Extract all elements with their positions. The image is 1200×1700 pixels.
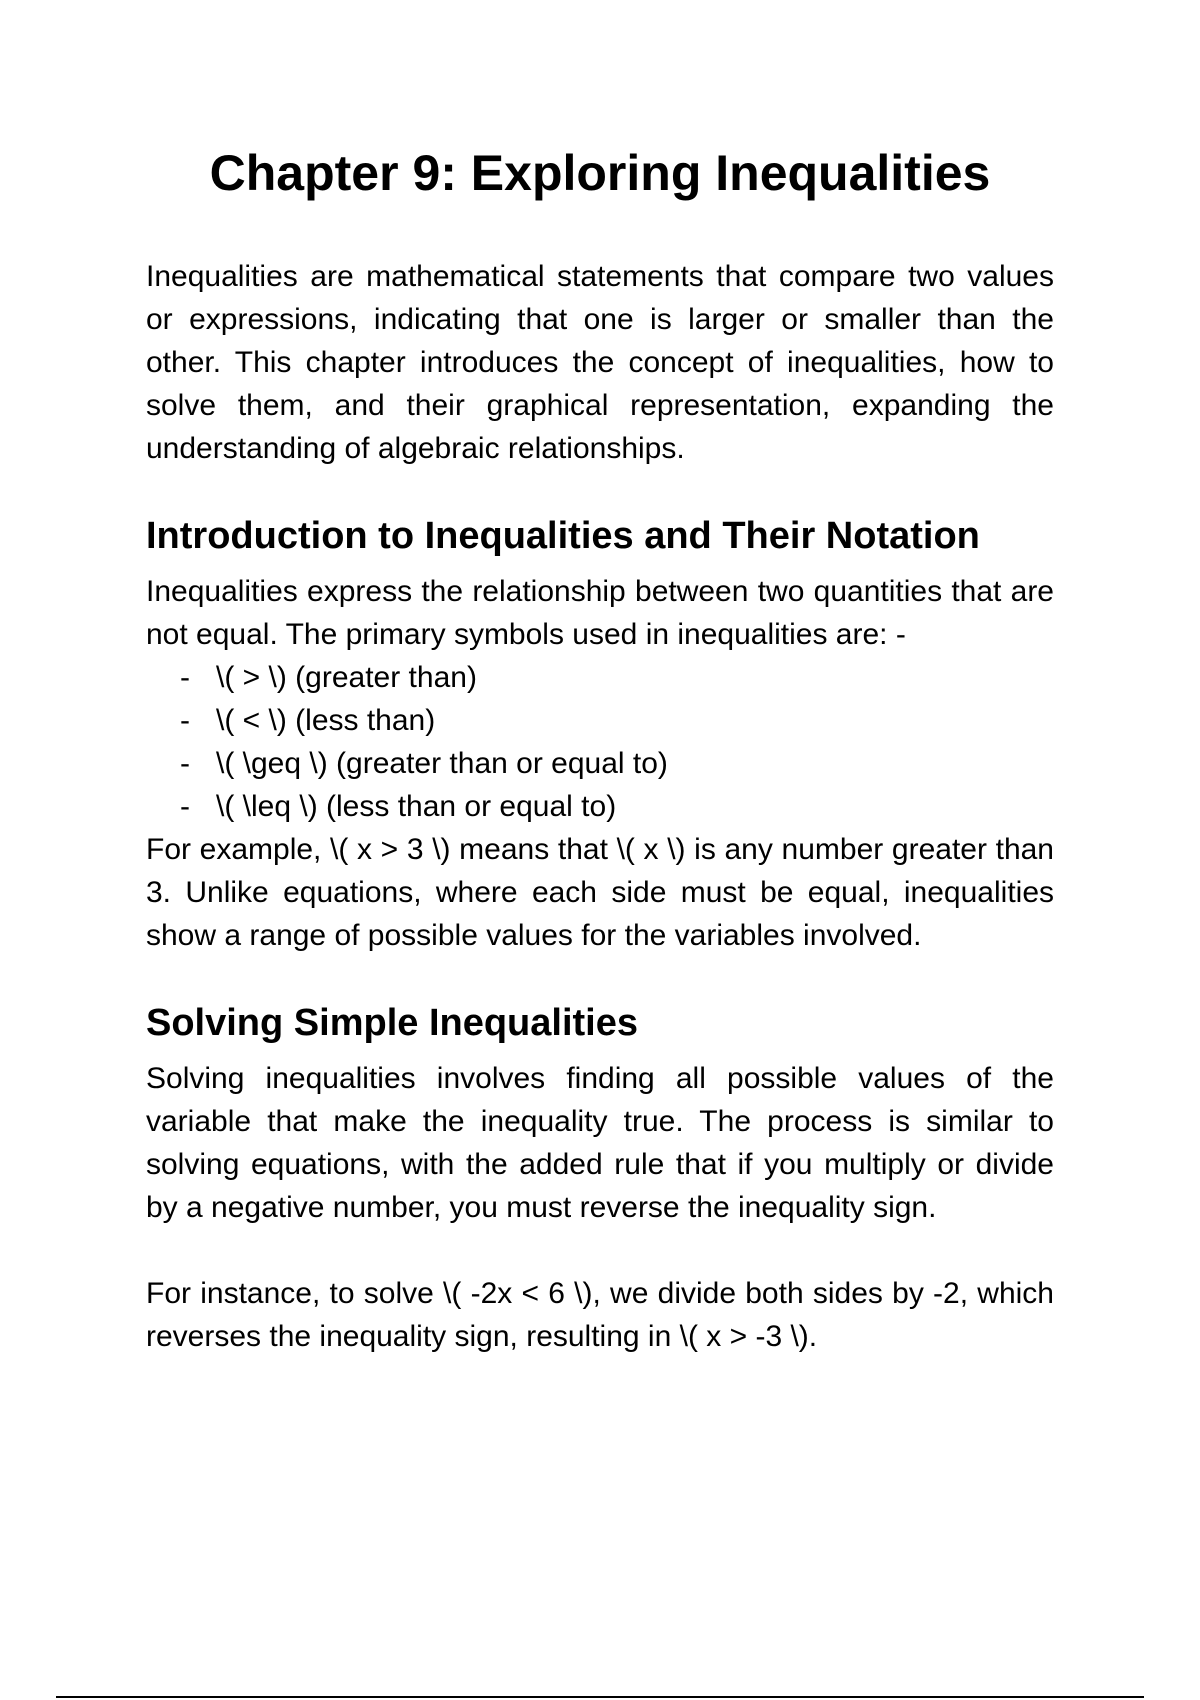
inequality-symbol-list [146, 656, 1054, 828]
solving-example-paragraph: For instance, to solve \( -2x < 6 \), we divide both sides by -2, which reverses the inequality sign, resulting in \( x > -3 \). [146, 1277, 1054, 1353]
section-heading-solving: Solving Simple Inequalities [146, 1002, 638, 1044]
document-page [146, 0, 1054, 1358]
intro-paragraph: Inequalities are mathematical statements that compare two values or expressions, indicating that one is larger or smaller than the other. This chapter introduces the concept of inequalities, how to solve them, and their graphical representation, expanding the understanding of algebraic relationships. [146, 260, 1054, 465]
notation-example-paragraph: For example, \( x > 3 \) means that \( x \) is any number greater than 3. Unlike equations, where each side must be equal, inequalities show a range of possible values for the variables involved. [146, 833, 1054, 952]
notation-paragraph: Inequalities express the relationship between two quantities that are not equal. The primary symbols used in inequalities are: - [146, 575, 1054, 651]
chapter-title: Chapter 9: Exploring Inequalities [209, 145, 991, 201]
solving-paragraph: Solving inequalities involves finding all possible values of the variable that make the inequality true. The process is similar to solving equations, with the added rule that if you multiply or divide by a negative number, you must reverse the inequality sign. [146, 1062, 1054, 1224]
list-item-less-or-equal [180, 785, 1054, 828]
list-item-text: \( \leq \) (less than or equal to) [216, 790, 617, 823]
list-dash: - [180, 661, 190, 694]
footer-divider [56, 1696, 1144, 1698]
list-item-less-than [180, 699, 1054, 742]
list-dash: - [180, 704, 190, 737]
list-item-text: \( < \) (less than) [216, 704, 436, 737]
list-item-text: \( > \) (greater than) [216, 661, 477, 694]
list-dash: - [180, 790, 190, 823]
list-dash: - [180, 747, 190, 780]
list-item-text: \( \geq \) (greater than or equal to) [216, 747, 668, 780]
section-heading-notation: Introduction to Inequalities and Their Notation [146, 515, 980, 557]
list-item-greater-than [180, 656, 1054, 699]
list-item-greater-or-equal [180, 742, 1054, 785]
